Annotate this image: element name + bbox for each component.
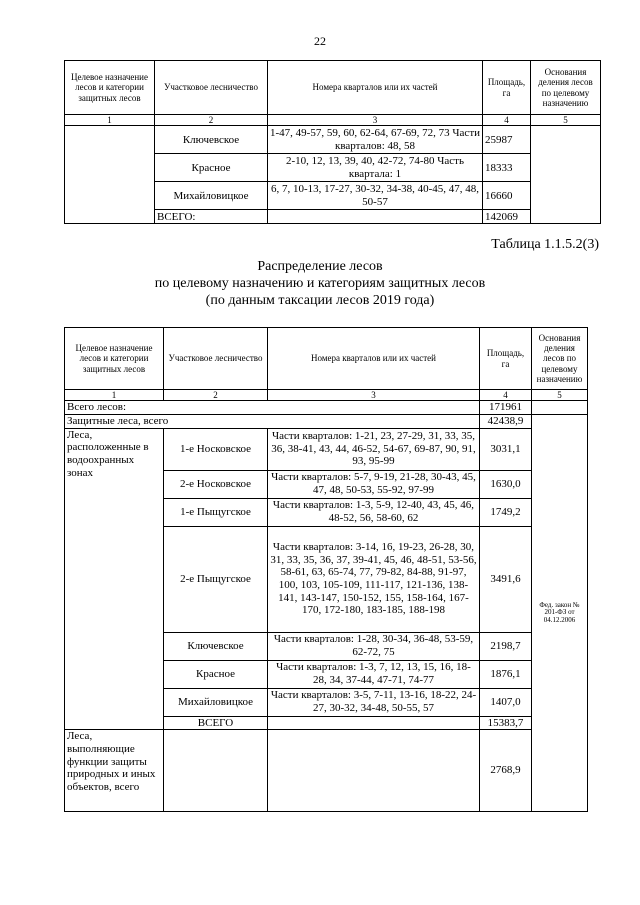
column-numbers-row [65,390,588,401]
empty-cell [268,210,483,224]
all-forests-label: Всего лесов: [65,401,480,415]
forestry-cell: Михайловицкое [155,182,268,210]
header-quarters: Номера кварталов или их частей [268,328,480,390]
water-total-label: ВСЕГО [164,716,268,730]
area-cell: 25987 [483,126,531,154]
header-purpose: Целевое назначение лесов и категории защитных лесов [65,328,164,390]
all-forests-row [65,401,588,415]
header-basis: Основания деления лесов по целевому назначению [531,61,601,115]
empty-cell [268,730,480,812]
table-row [65,428,588,470]
basis-cell [531,126,601,224]
area-cell: 2198,7 [480,632,532,660]
forestry-cell: 2-е Пыщугское [164,526,268,632]
header-area: Площадь, га [483,61,531,115]
table-number: Таблица 1.1.5.2(3) [491,237,599,252]
area-cell: 1630,0 [480,470,532,498]
table-title-line-1: Распределение лесов [257,259,383,274]
nature-category: Леса, выполняющие функции защиты природных и иных объектов, всего [65,730,164,812]
table-title-line-3: (по данным таксации лесов 2019 года) [205,293,435,308]
col-number: 4 [483,115,531,126]
quarters-cell: Части кварталов: 5-7, 9-19, 21-28, 30-43, 45, 47, 48, 50-53, 55-92, 97-99 [268,470,480,498]
quarters-cell: Части кварталов: 1-3, 7, 12, 13, 15, 16, 18-28, 34, 37-44, 47-71, 74-77 [268,660,480,688]
all-forests-area: 171961 [480,401,532,415]
forestry-cell: 2-е Носковское [164,470,268,498]
table-row [65,126,601,154]
table-header-row [65,328,588,390]
water-total-area: 15383,7 [480,716,532,730]
column-numbers-row [65,115,601,126]
forestry-cell: Ключевское [164,632,268,660]
quarters-cell: Части кварталов: 3-14, 16, 19-23, 26-28, 30, 31, 33, 35, 36, 37, 39-41, 45, 46, 48-51, 53-56, 58-61, 63, 65-74, 77, 79-82, 84-88, 91-97, 100, 103, 105-109, 111-117, 121-136, 138-141, 143-147, 150-152, 155, 158-164, 167-170, 172-180, 183-185, 188-198 [268,526,480,632]
forestry-cell: Красное [164,660,268,688]
area-cell: 1749,2 [480,498,532,526]
table-continuation [64,60,601,224]
quarters-cell: 2-10, 12, 13, 39, 40, 42-72, 74-80 Часть квартала: 1 [268,154,483,182]
area-cell: 1407,0 [480,688,532,716]
area-cell: 1876,1 [480,660,532,688]
area-cell: 18333 [483,154,531,182]
area-cell: 3491,6 [480,526,532,632]
col-number: 4 [480,390,532,401]
nature-protection-row [65,730,588,812]
quarters-cell: 6, 7, 10-13, 17-27, 30-32, 34-38, 40-45, 47, 48, 50-57 [268,182,483,210]
empty-cell [164,730,268,812]
forestry-cell: 1-е Пыщугское [164,498,268,526]
header-forestry: Участковое лесничество [155,61,268,115]
header-basis: Основания деления лесов по целевому назначению [532,328,588,390]
basis-law: Фед. закон № 201-ФЗ от 04.12.2006 [532,414,588,811]
protective-area: 42438,9 [480,414,532,428]
header-quarters: Номера кварталов или их частей [268,61,483,115]
area-cell: 3031,1 [480,428,532,470]
total-area: 142069 [483,210,531,224]
col-number: 3 [268,390,480,401]
col-number: 2 [155,115,268,126]
empty-cell [532,401,588,415]
area-cell: 16660 [483,182,531,210]
forestry-cell: Ключевское [155,126,268,154]
protective-row [65,414,588,428]
quarters-cell: 1-47, 49-57, 59, 60, 62-64, 67-69, 72, 73 Части кварталов: 48, 58 [268,126,483,154]
col-number: 5 [532,390,588,401]
forestry-cell: Красное [155,154,268,182]
forest-distribution-table [64,327,588,812]
quarters-cell: Части кварталов: 1-3, 5-9, 12-40, 43, 45, 46, 48-52, 56, 58-60, 62 [268,498,480,526]
water-category: Леса, расположенные в водоохранных зонах [65,428,164,730]
empty-cell [268,716,480,730]
col-number: 2 [164,390,268,401]
page-number: 22 [314,34,326,48]
quarters-cell: Части кварталов: 1-21, 23, 27-29, 31, 33, 35, 36, 38-41, 43, 44, 46-52, 54-67, 69-87, 90, 91, 93, 95-99 [268,428,480,470]
col-number: 5 [531,115,601,126]
col-number: 1 [65,115,155,126]
quarters-cell: Части кварталов: 1-28, 30-34, 36-48, 53-59, 62-72, 75 [268,632,480,660]
table-title-line-2: по целевому назначению и категориям защитных лесов [154,276,486,291]
purpose-cell [65,126,155,224]
quarters-cell: Части кварталов: 3-5, 7-11, 13-16, 18-22, 24-27, 30-32, 34-48, 50-55, 57 [268,688,480,716]
nature-area: 2768,9 [480,730,532,812]
forestry-cell: 1-е Носковское [164,428,268,470]
table-header-row [65,61,601,115]
col-number: 1 [65,390,164,401]
col-number: 3 [268,115,483,126]
total-label: ВСЕГО: [155,210,268,224]
header-purpose: Целевое назначение лесов и категории защитных лесов [65,61,155,115]
header-area: Площадь, га [480,328,532,390]
protective-label: Защитные леса, всего [65,414,480,428]
header-forestry: Участковое лесничество [164,328,268,390]
forestry-cell: Михайловицкое [164,688,268,716]
